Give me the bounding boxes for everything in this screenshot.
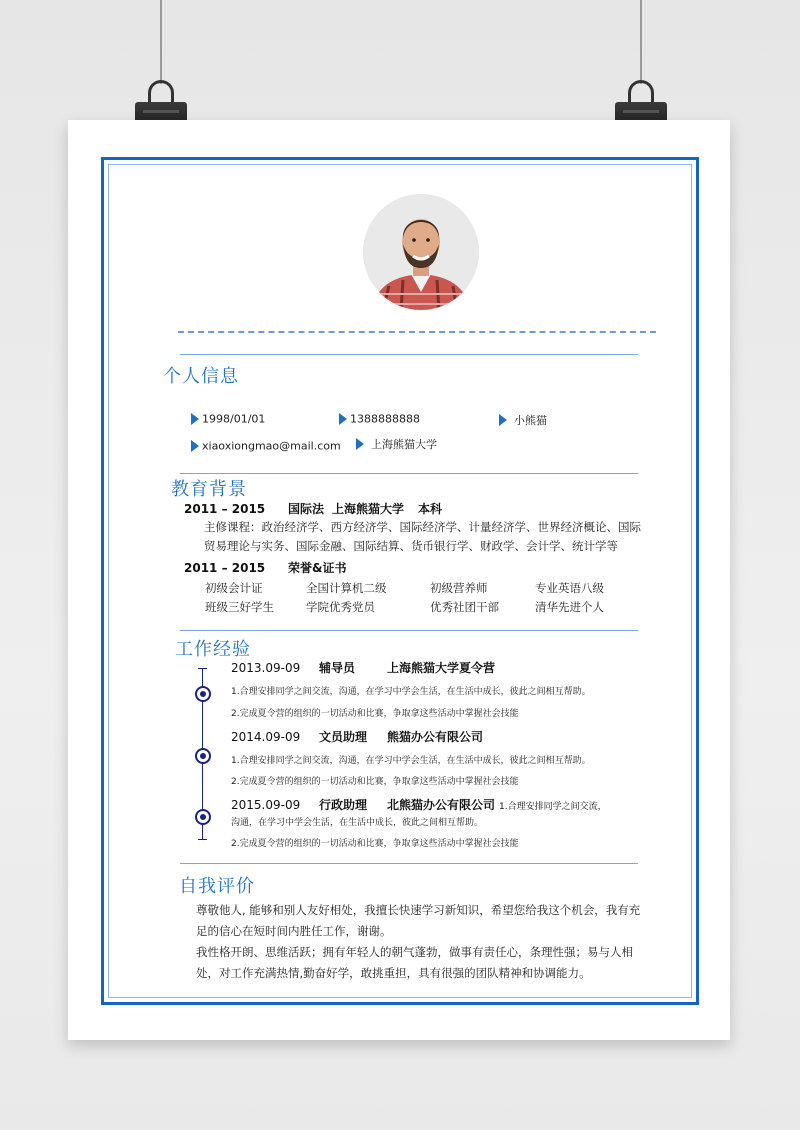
header-dashed-divider [178,331,656,333]
certificate-item: 学院优秀党员 [306,600,375,614]
section-divider [180,630,638,631]
education-courses: 主修课程：政治经济学、西方经济学、国际经济学、计量经济学、世界经济概论、国际贸易理论与实务、国际金融、国际结算、货币银行学、财政学、会计学、统计学等 [204,520,641,553]
triangle-bullet-icon [356,438,364,450]
education-degree: 本科 [418,502,443,516]
job-header [231,796,607,813]
education-major: 国际法 [288,502,325,516]
section-title-education: 教育背景 [171,479,247,500]
timeline-dot-icon [195,686,211,702]
section-divider [180,354,638,355]
hanging-wire-right [640,0,642,84]
certificate-item: 初级会计证 [205,581,263,595]
triangle-bullet-icon [339,413,347,425]
timeline-dot-icon [195,748,211,764]
certificate-item: 全国计算机二级 [306,581,387,595]
section-title-self: 自我评价 [179,876,255,897]
job-company: 北熊猫办公有限公司 [387,798,496,812]
hanging-wire-left [160,0,162,84]
section-divider [180,863,638,864]
section-title-work: 工作经验 [175,639,251,660]
job-role: 文员助理 [319,730,368,744]
certificate-item: 班级三好学生 [205,600,274,614]
certificate-item: 专业英语八级 [535,581,604,595]
job-date: 2014.09-09 [231,730,301,744]
job-company: 上海熊猫大学夏令营 [387,661,496,675]
self-evaluation [196,900,642,984]
job-duty: 1.合理安排同学之间交流， [499,802,607,812]
job-date: 2013.09-09 [231,661,301,675]
education-entry [184,500,442,517]
email-field: xiaoxiongmao@mail.com [191,439,341,453]
school-field: 上海熊猫大学 [356,436,437,452]
timeline-cap [198,839,207,840]
job-company: 熊猫办公有限公司 [387,730,484,744]
section-divider [180,473,638,474]
triangle-bullet-icon [191,413,199,425]
phone-field: 1388888888 [339,412,420,426]
avatar [363,194,479,310]
job-role: 行政助理 [319,798,368,812]
job-header [231,728,483,745]
name-field: 小熊猫 [499,412,547,428]
job-role: 辅导员 [319,661,356,675]
job-header [231,659,495,676]
honors-label: 荣誉&证书 [288,561,347,575]
job-duty: 1.合理安排同学之间交流，沟通，在学习中学会生活，在生活中成长，彼此之间相互帮助。 [231,756,591,766]
job-duty: 2.完成夏令营的组织的一切活动和比赛，争取拿这些活动中掌握社会技能 [231,709,519,719]
triangle-bullet-icon [499,414,507,426]
job-date: 2015.09-09 [231,798,301,812]
birthday-field: 1998/01/01 [191,412,265,426]
triangle-bullet-icon [191,440,199,452]
job-duty: 1.合理安排同学之间交流，沟通，在学习中学会生活，在生活中成长，彼此之间相互帮助。 [231,687,591,697]
honors-period: 2011 – 2015 [184,561,266,575]
timeline-cap [198,668,207,669]
job-duty: 2.完成夏令营的组织的一切活动和比赛，争取拿这些活动中掌握社会技能 [231,777,519,787]
timeline-dot-icon [195,809,211,825]
honors-entry [184,559,346,576]
job-duty: 沟通，在学习中学会生活，在生活中成长，彼此之间相互帮助。 [231,818,484,828]
certificate-item: 清华先进个人 [535,600,604,614]
certificate-item: 优秀社团干部 [430,600,499,614]
self-evaluation-paragraph: 尊敬他人, 能够和别人友好相处，我擅长快速学习新知识，希望您给我这个机会，我有充足的信心在短时间内胜任工作，谢谢。 [196,903,641,938]
self-evaluation-paragraph: 我性格开朗、思维活跃；拥有年轻人的朝气蓬勃，做事有责任心，条理性强；易与人相处，对工作充满热情,勤奋好学，敢挑重担，具有很强的团队精神和协调能力。 [196,945,633,980]
section-title-personal: 个人信息 [163,366,239,387]
certificate-item: 初级营养师 [430,581,488,595]
education-period: 2011 – 2015 [184,502,266,516]
education-school: 上海熊猫大学 [332,502,405,516]
job-duty: 2.完成夏令营的组织的一切活动和比赛，争取拿这些活动中掌握社会技能 [231,839,519,849]
